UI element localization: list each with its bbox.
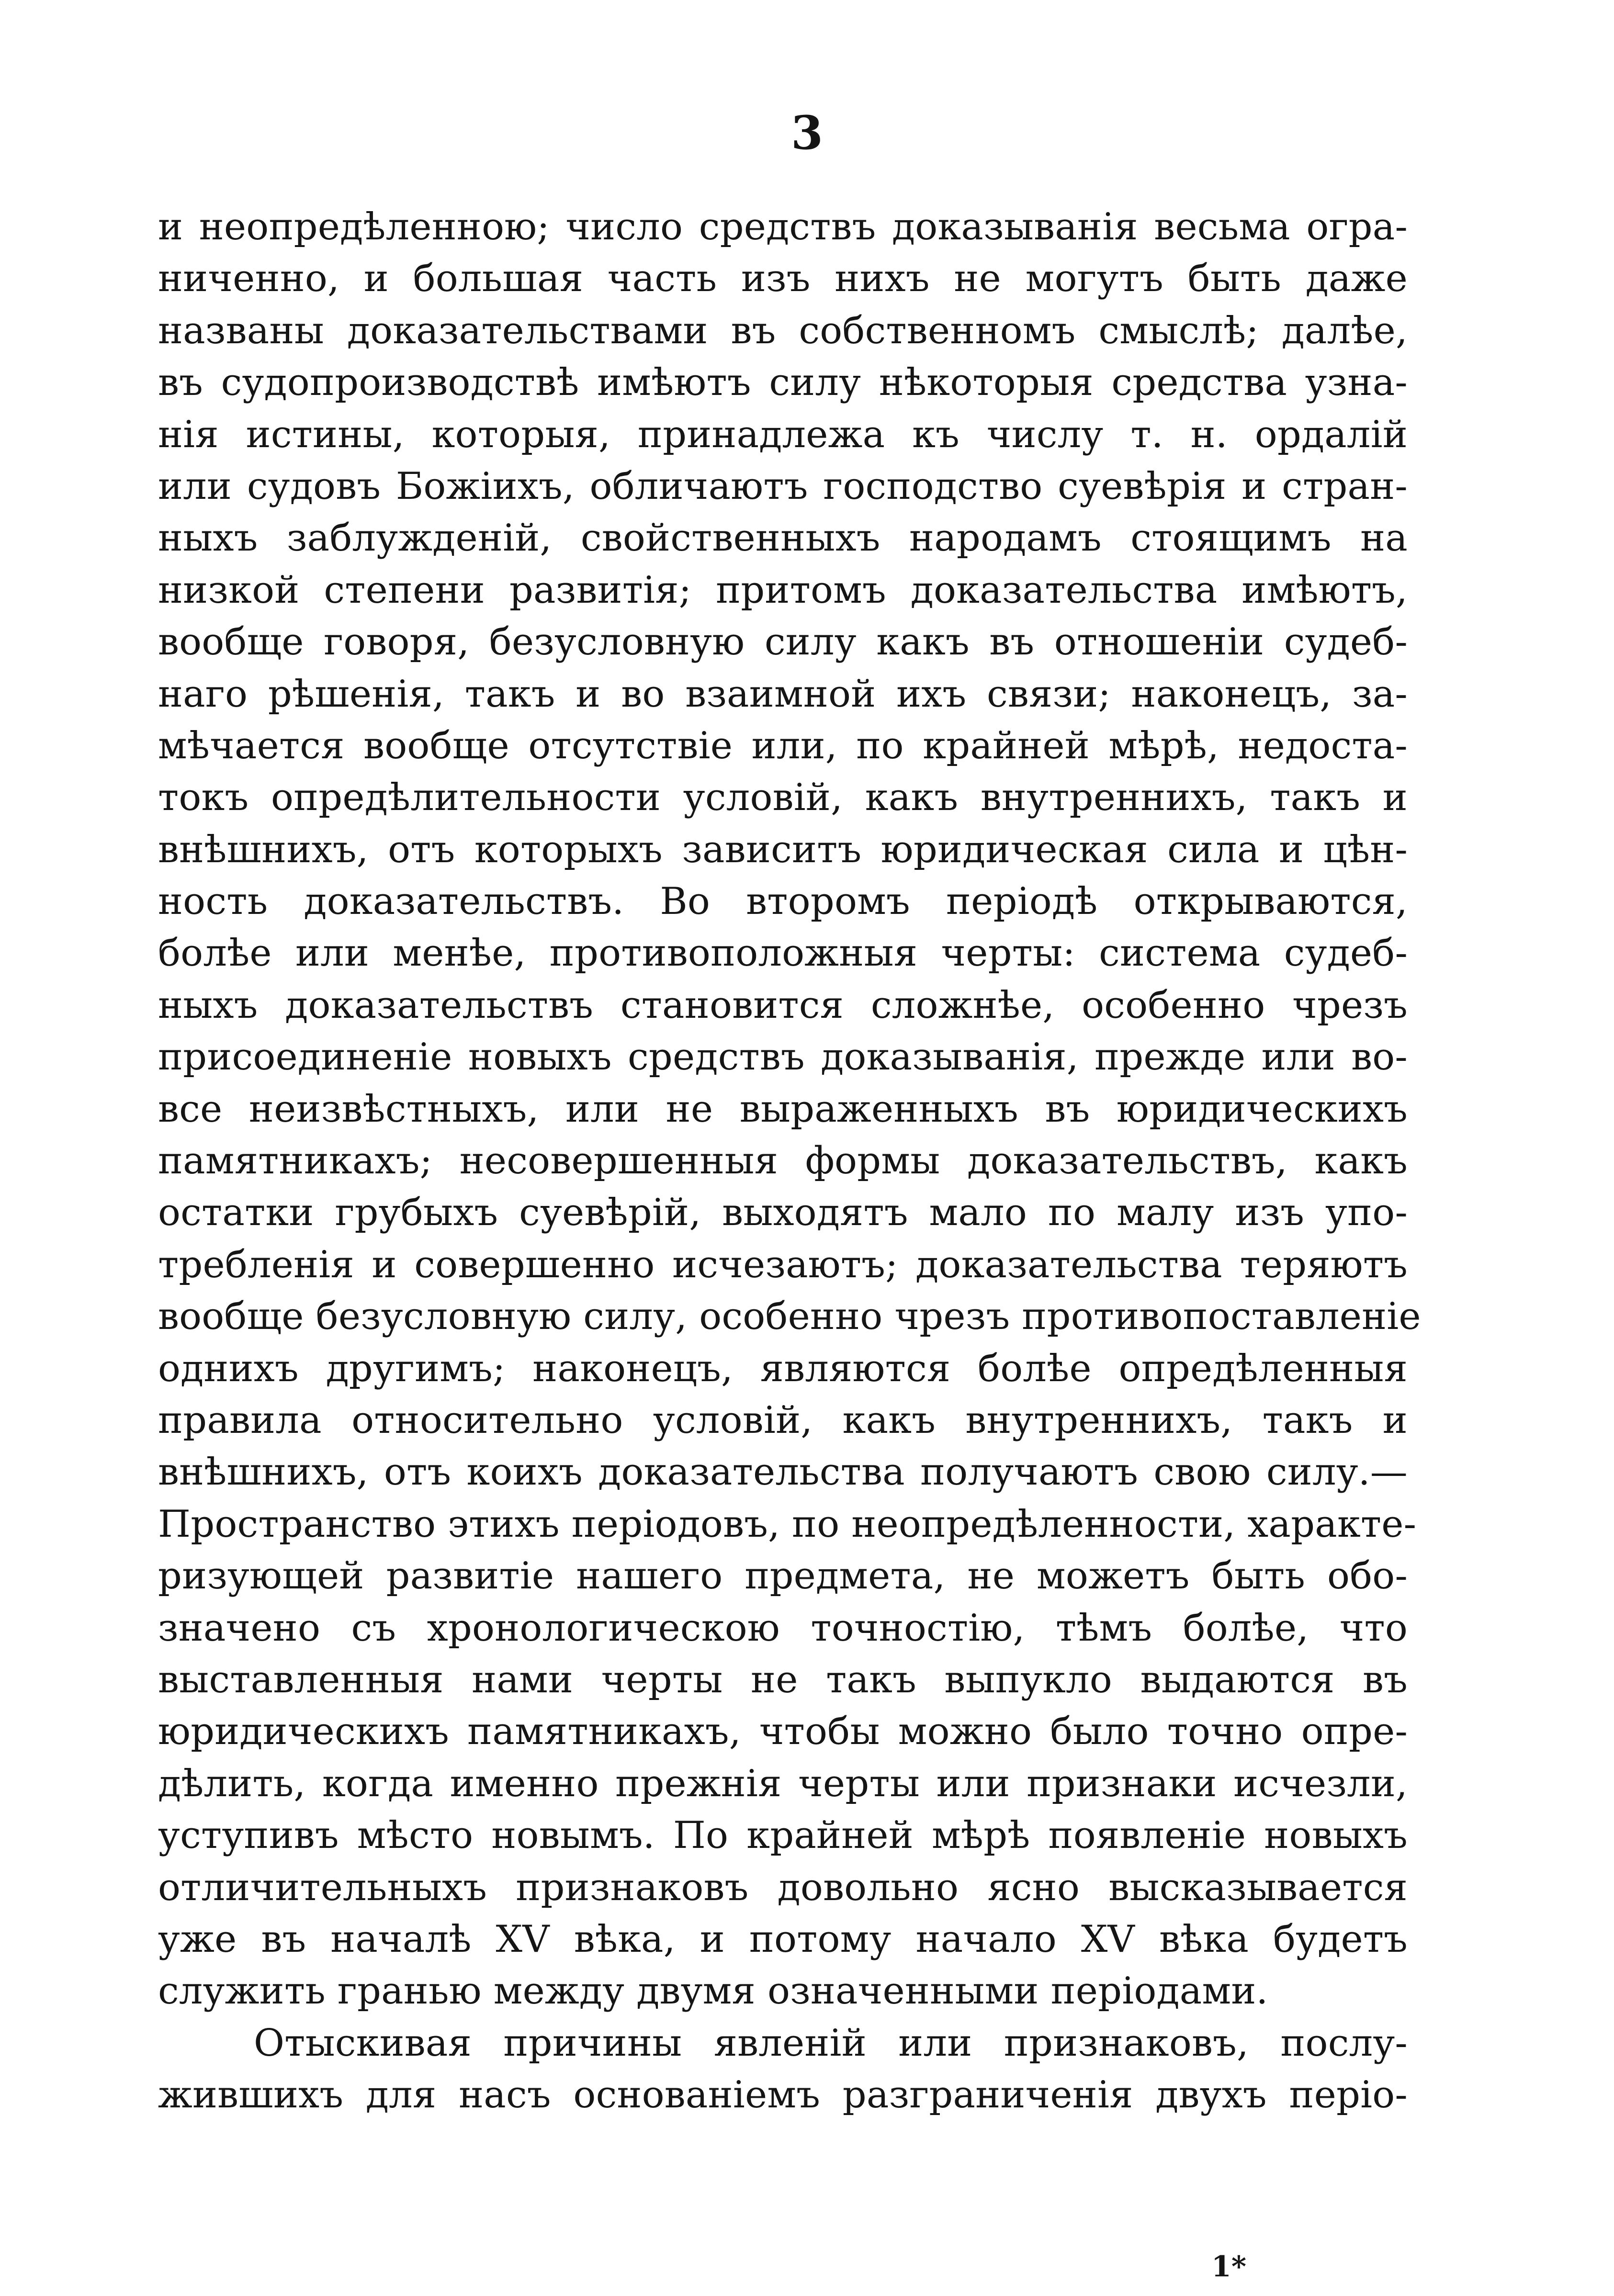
text-line: значено съ хронологическою точностію, тѣмъ болѣе, что xyxy=(158,1606,1408,1650)
text-line: и неопредѣленною; число средствъ доказыванія весьма огра- xyxy=(158,205,1408,248)
text-line: дѣлить, когда именно прежнія черты или признаки исчезли, xyxy=(158,1762,1408,1805)
text-line: юридическихъ памятникахъ, чтобы можно было точно опре- xyxy=(158,1710,1408,1754)
text-line: вообще говоря, безусловную силу какъ въ отношеніи судеб- xyxy=(158,620,1408,664)
text-line: памятникахъ; несовершенныя формы доказательствъ, какъ xyxy=(158,1139,1408,1183)
body-text xyxy=(158,201,1421,2121)
text-line: ниченно, и большая часть изъ нихъ не могутъ быть даже xyxy=(158,257,1408,301)
text-line: жившихъ для насъ основаніемъ разграниченія двухъ періо- xyxy=(158,2073,1408,2117)
text-line: уже въ началѣ XV вѣка, и потому начало XV вѣка будетъ xyxy=(158,1917,1408,1961)
text-line: ныхъ доказательствъ становится сложнѣе, особенно чрезъ xyxy=(158,983,1408,1027)
text-line: присоединеніе новыхъ средствъ доказыванія, прежде или во- xyxy=(158,1035,1408,1079)
text-line: ность доказательствъ. Во второмъ періодѣ открываются, xyxy=(158,880,1408,923)
text-line: требленія и совершенно исчезаютъ; доказательства теряютъ xyxy=(158,1243,1408,1286)
text-line: отличительныхъ признаковъ довольно ясно высказывается xyxy=(158,1866,1408,1909)
text-line: выставленныя нами черты не такъ выпукло выдаются въ xyxy=(158,1658,1408,1701)
text-line: нія истины, которыя, принадлежа къ числу т. н. ордалій xyxy=(158,413,1408,456)
paragraph-end-line: служить гранью между двумя означенными періодами. xyxy=(158,1970,1268,2013)
text-line: болѣе или менѣе, противоположныя черты: система судеб- xyxy=(158,932,1408,975)
text-line: уступивъ мѣсто новымъ. По крайней мѣрѣ появленіе новыхъ xyxy=(158,1814,1408,1857)
text-line: ныхъ заблужденій, свойственныхъ народамъ стоящимъ на xyxy=(158,517,1408,560)
text-line: наго рѣшенія, такъ и во взаимной ихъ связи; наконецъ, за- xyxy=(158,672,1408,716)
text-line: низкой степени развитія; притомъ доказательства имѣютъ, xyxy=(158,568,1408,612)
text-line: Пространство этихъ періодовъ, по неопредѣленности, характе- xyxy=(158,1502,1417,1546)
text-line: внѣшнихъ, отъ коихъ доказательства получаютъ свою силу.— xyxy=(158,1451,1408,1494)
text-line: все неизвѣстныхъ, или не выраженныхъ въ юридическихъ xyxy=(158,1087,1408,1131)
page-number: 3 xyxy=(791,106,823,160)
text-line: правила относительно условій, какъ внутреннихъ, такъ и xyxy=(158,1398,1408,1442)
text-line: вообще безусловную силу, особенно чрезъ противопоставленіе xyxy=(158,1295,1421,1339)
text-line: однихъ другимъ; наконецъ, являются болѣе опредѣленныя xyxy=(158,1347,1408,1390)
text-line: названы доказательствами въ собственномъ смыслѣ; далѣе, xyxy=(158,309,1408,352)
text-line: внѣшнихъ, отъ которыхъ зависитъ юридическая сила и цѣн- xyxy=(158,828,1408,871)
signature-mark: 1* xyxy=(1211,2250,1247,2284)
text-line: въ судопроизводствѣ имѣютъ силу нѣкоторыя средства узна- xyxy=(158,361,1408,405)
text-line: мѣчается вообще отсутствіе или, по крайней мѣрѣ, недоста- xyxy=(158,724,1408,767)
text-line: ризующей развитіе нашего предмета, не можетъ быть обо- xyxy=(158,1554,1408,1598)
text-line: остатки грубыхъ суевѣрій, выходятъ мало по малу изъ упо- xyxy=(158,1191,1408,1235)
paragraph-start-line: Отыскивая причины явленій или признаковъ, послу- xyxy=(254,2021,1408,2065)
text-line: токъ опредѣлительности условій, какъ внутреннихъ, такъ и xyxy=(158,776,1408,820)
text-line: или судовъ Божіихъ, обличаютъ господство суевѣрія и стран- xyxy=(158,464,1408,508)
